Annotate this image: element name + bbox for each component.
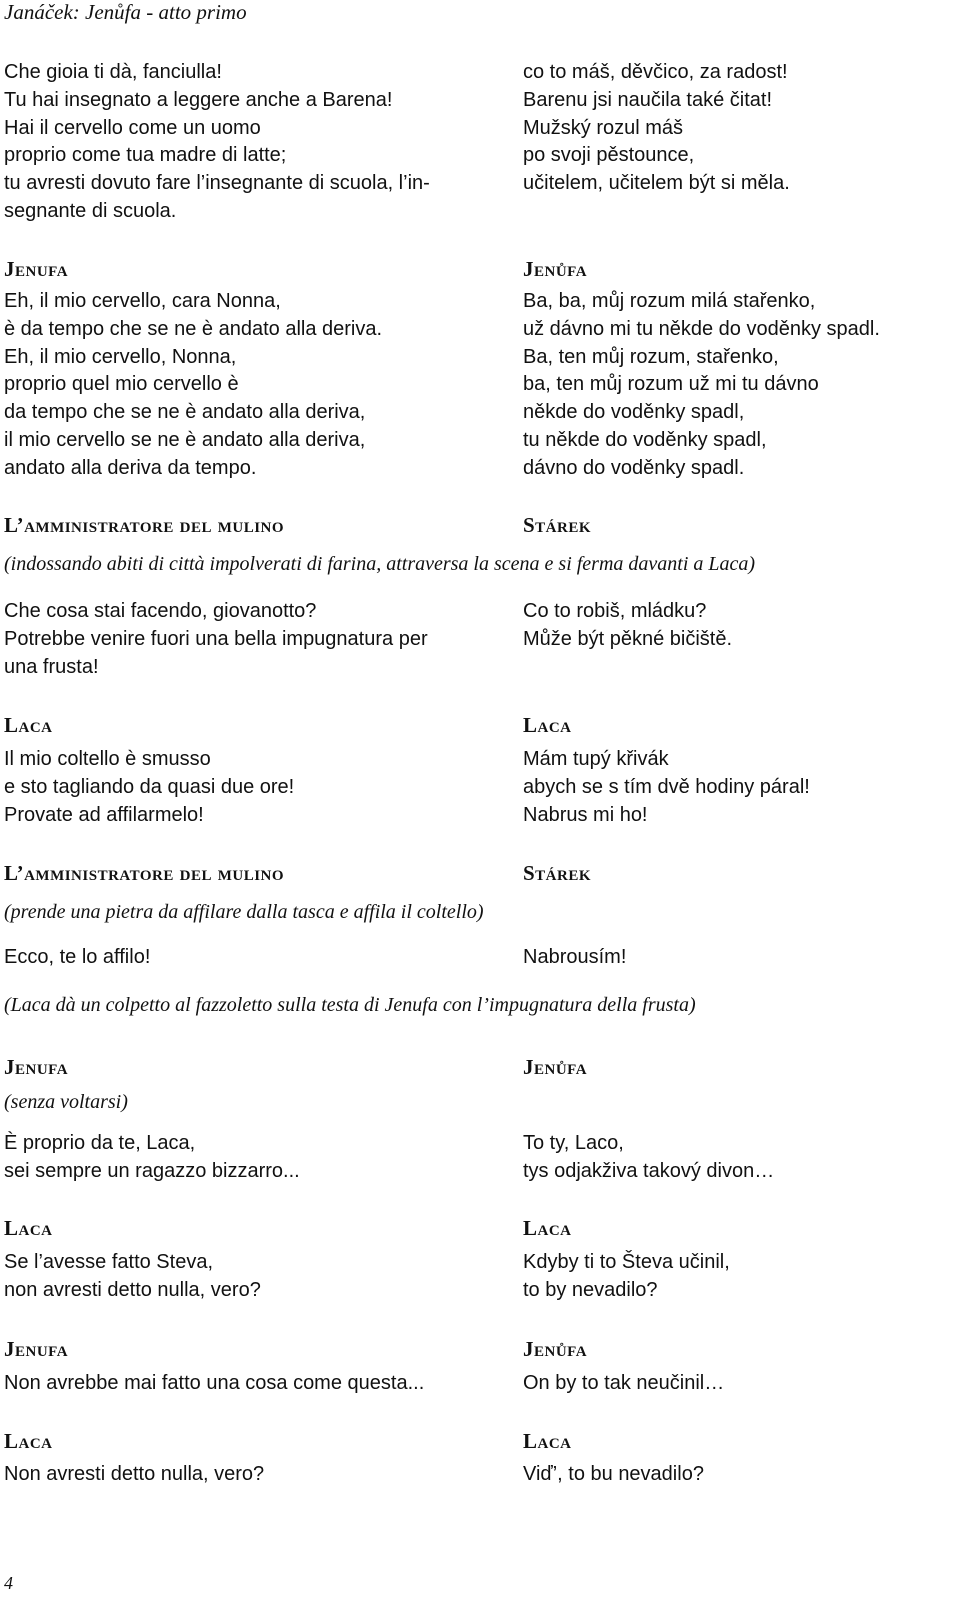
speaker-laca-cz: Laca: [523, 713, 572, 737]
text-line: e sto tagliando da quasi due ore!: [4, 775, 295, 798]
czech-lines-8: [523, 1370, 953, 1398]
italian-lines-2: [4, 288, 504, 483]
text-line: Viď’, to bu nevadilo?: [523, 1463, 704, 1485]
text-line: Kdyby ti to Števa učinil,: [523, 1251, 730, 1273]
text-line: Se l’avesse fatto Steva,: [4, 1251, 214, 1273]
text-line: Nabrus mi ho!: [523, 803, 648, 826]
text-line: někde do voděnky spadl,: [523, 401, 745, 424]
text-line: abych se s tím dvě hodiny páral!: [523, 775, 810, 798]
text-line: dávno do voděnky spadl.: [523, 456, 745, 479]
stage-direction-4: (senza voltarsi): [4, 1091, 128, 1113]
speaker-jenufa-it: Jenufa: [4, 257, 69, 281]
text-line: sei sempre un ragazzo bizzarro...: [4, 1159, 300, 1182]
speaker-jenufa-cz-2: Jenůfa: [523, 1055, 588, 1079]
speaker-jenufa-cz: Jenůfa: [523, 257, 588, 281]
text-line: da tempo che se ne è andato alla deriva,: [4, 401, 366, 424]
speaker-laca-it: Laca: [4, 713, 53, 737]
speaker-laca-cz-3: Laca: [523, 1429, 572, 1453]
text-line: tu někde do voděnky spadl,: [523, 428, 767, 451]
text-line: segnante di scuola.: [4, 199, 177, 222]
text-line: una frusta!: [4, 655, 99, 678]
text-line: Může být pěkné bičiště.: [523, 627, 732, 650]
speaker-starek-cz: Stárek: [523, 513, 592, 537]
text-line: Non avresti detto nulla, vero?: [4, 1463, 265, 1485]
text-line: Provate ad affilarmelo!: [4, 803, 204, 826]
italian-lines-1: [4, 59, 504, 226]
text-line: È proprio da te, Laca,: [4, 1132, 196, 1154]
text-line: Il mio coltello è smusso: [4, 748, 211, 770]
text-line: už dávno mi tu někde do voděnky spadl.: [523, 317, 880, 340]
czech-lines-7: [523, 1249, 953, 1305]
text-line: è da tempo che se ne è andato alla deriva.: [4, 317, 383, 340]
czech-lines-2: [523, 288, 953, 483]
italian-lines-6: [4, 1130, 504, 1186]
text-line: Nabrousím!: [523, 946, 627, 968]
speaker-jenufa-it-3: Jenufa: [4, 1337, 69, 1361]
speaker-mill-administrator-it: L’amministratore del mulino: [4, 513, 285, 537]
czech-lines-9: [523, 1461, 953, 1489]
speaker-jenufa-cz-3: Jenůfa: [523, 1337, 588, 1361]
speaker-laca-it-3: Laca: [4, 1429, 53, 1453]
czech-lines-3: [523, 598, 953, 654]
page-header: Janáček: Jenůfa - atto primo: [4, 0, 247, 24]
text-line: Che gioia ti dà, fanciulla!: [4, 61, 222, 83]
text-line: Hai il cervello come un uomo: [4, 116, 261, 139]
italian-lines-8: [4, 1370, 504, 1398]
text-line: po svoji pěstounce,: [523, 144, 695, 167]
text-line: Co to robiš, mládku?: [523, 600, 707, 622]
text-line: Ecco, te lo affilo!: [4, 946, 151, 968]
text-line: Potrebbe venire fuori una bella impugnatura per: [4, 627, 428, 650]
text-line: učitelem, učitelem být si měla.: [523, 172, 790, 195]
czech-lines-1: [523, 59, 953, 198]
speaker-laca-cz-2: Laca: [523, 1216, 572, 1240]
text-line: non avresti detto nulla, vero?: [4, 1278, 261, 1301]
czech-lines-4: [523, 746, 953, 829]
speaker-laca-it-2: Laca: [4, 1216, 53, 1240]
italian-lines-3: [4, 598, 504, 681]
text-line: Ba, ten můj rozum, stařenko,: [523, 345, 779, 368]
text-line: Barenu jsi naučila také čitat!: [523, 88, 773, 111]
speaker-jenufa-it-2: Jenufa: [4, 1055, 69, 1079]
text-line: To ty, Laco,: [523, 1132, 624, 1154]
text-line: andato alla deriva da tempo.: [4, 456, 257, 479]
stage-direction-3: (Laca dà un colpetto al fazzoletto sulla testa di Jenufa con l’impugnatura della frusta): [4, 994, 696, 1016]
text-line: Mužský rozul máš: [523, 116, 684, 139]
czech-lines-6: [523, 1130, 953, 1186]
text-line: proprio come tua madre di latte;: [4, 144, 287, 167]
stage-direction-1: (indossando abiti di città impolverati di farina, attraversa la scena e si ferma davanti a Laca): [4, 553, 756, 575]
text-line: Mám tupý křivák: [523, 748, 669, 770]
text-line: il mio cervello se ne è andato alla deriva,: [4, 428, 366, 451]
text-line: Che cosa stai facendo, giovanotto?: [4, 600, 317, 622]
speaker-mill-administrator-it-2: L’amministratore del mulino: [4, 861, 285, 885]
text-line: proprio quel mio cervello è: [4, 373, 239, 396]
speaker-starek-cz-2: Stárek: [523, 861, 592, 885]
text-line: Eh, il mio cervello, cara Nonna,: [4, 290, 281, 312]
text-line: to by nevadilo?: [523, 1278, 658, 1301]
czech-lines-5: [523, 944, 953, 972]
text-line: tu avresti dovuto fare l’insegnante di scuola, l’in-: [4, 172, 430, 195]
stage-direction-2: (prende una pietra da affilare dalla tasca e affila il coltello): [4, 901, 484, 923]
italian-lines-4: [4, 746, 504, 829]
text-line: co to máš, děvčico, za radost!: [523, 61, 788, 83]
italian-lines-7: [4, 1249, 504, 1305]
text-line: Eh, il mio cervello, Nonna,: [4, 345, 237, 368]
italian-lines-5: [4, 944, 504, 972]
text-line: Non avrebbe mai fatto una cosa come questa...: [4, 1372, 425, 1394]
page-number: 4: [4, 1573, 13, 1593]
text-line: Ba, ba, můj rozum milá stařenko,: [523, 290, 816, 312]
text-line: On by to tak neučinil…: [523, 1372, 725, 1394]
text-line: ba, ten můj rozum už mi tu dávno: [523, 373, 819, 396]
text-line: Tu hai insegnato a leggere anche a Barena!: [4, 88, 393, 111]
italian-lines-9: [4, 1461, 504, 1489]
text-line: tys odjakživa takový divon…: [523, 1159, 775, 1182]
